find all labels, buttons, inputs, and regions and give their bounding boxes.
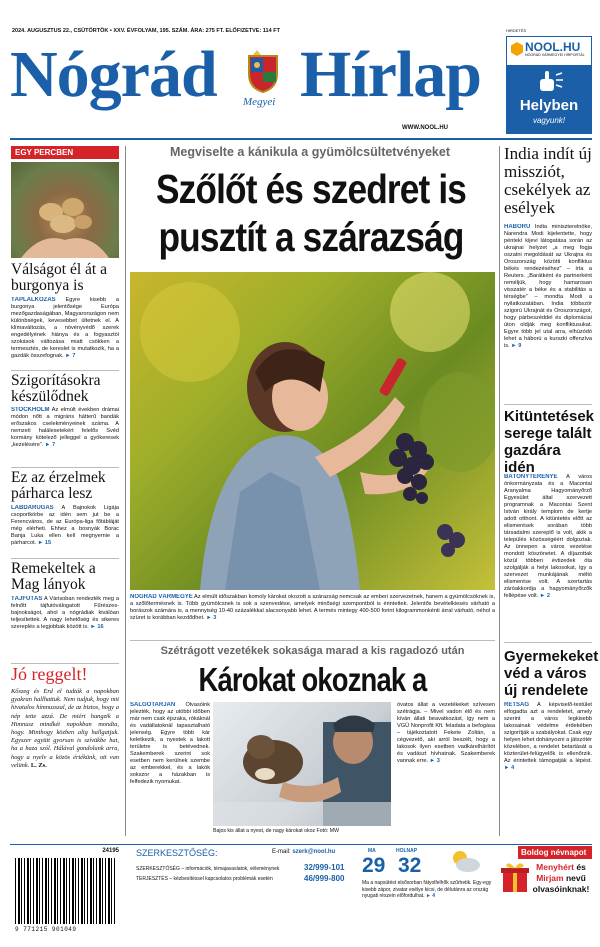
right-story-2-title[interactable]: Kitüntetések serege talált gazdára idén	[504, 408, 595, 476]
second-photo-caption: Bajos kis állat a nyest, de nagy károkat okoz Fotó: MW	[213, 828, 340, 834]
editorial-line-1: SZERKESZTŐSÉG – információk, témajavaslatok, véleménynek	[136, 866, 280, 872]
nameday-title: Boldog névnapot	[518, 846, 592, 859]
today-label: MA	[368, 848, 376, 854]
editorial-label: SZERKESZTŐSÉG:	[136, 848, 218, 858]
left-story-4-text: TÁJFUTÁS A Várisoban rendezték meg a felnőtt tájfutóválogatott Fűrészes-bajnokságot, ahol a nógrádiak kiválóan teljesítettek. A nagy lehetőség és sikeres szereplés a legjobbak között is. ► 16	[11, 596, 119, 630]
second-col-1: SALGÓTARJÁN Olvasóink jelezték, hogy az utóbbi időben már nem csak éjszaka, rókáknál és vadállatoknál tapasztalható jelenség. Egyre több kár keletkezik, a nyestek a lakott területre is betévednek. Szakemberek szerint sok esetben nem kerülnek szembe az emberekkel, és a lakók sokszor a házakban is felfedezik nyomukat.	[130, 702, 210, 785]
potato-photo	[11, 162, 119, 258]
lead-photo	[130, 272, 495, 590]
grape-harvest-illustration	[130, 272, 495, 590]
nameday-box	[500, 846, 592, 912]
nameday-names: Menyhért és Mirjam nevű olvasóinknak!	[532, 862, 590, 894]
left-story-2-title[interactable]: Szigorításokra készülődnek	[11, 372, 101, 406]
barcode	[11, 848, 121, 940]
ad-logo-icon	[511, 42, 523, 56]
right-story-3-text: RÉTSÁG A képviselő-testület elfogadta azt a rendeletet, amely szerint a város legkisebb lakosainak védelme érdekében szigorítják a szabályokat. Csak egy helyen lehet dohányozni a játszótér közelében, a rendelet betartását a közterület-felügyelők is ellenőrzik. Az érintettek támogatják a lépést. ► 4	[504, 702, 592, 771]
pointing-hand-icon	[534, 71, 564, 93]
ad-sub: NÓGRÁD VÁRMEGYEI HÍRPORTÁL	[525, 53, 585, 57]
phone-2[interactable]: 46/999-800	[304, 874, 345, 883]
phone-1[interactable]: 32/999-101	[304, 863, 345, 872]
marten-illustration	[213, 702, 391, 826]
ad-label: HIRDETÉS	[506, 28, 527, 33]
today-temp: 29	[362, 854, 386, 877]
masthead-title-right: Hírlap	[300, 38, 482, 111]
lead-headline[interactable]: Szőlőt és szedret is pusztít a szárazság	[155, 166, 467, 260]
crest-label: Megyei	[243, 96, 276, 108]
nool-ad[interactable]	[506, 36, 592, 134]
barcode-bars	[15, 858, 115, 924]
weather-text: Ma a napsütést elsősorban fátyolfelhők szűrhetik. Egy-egy kisebb zápor, zivatar esélye kicsi, de délutánra az ország nyugati részein előfordulhat. ► 4	[362, 880, 492, 899]
ad-cta: Helyben	[519, 97, 579, 114]
left-story-2-text: STOCKHOLM Az elmúlt években drámai módon nőtt a migráns hátterű bandák erőszakos cselekményeinek száma. A nemzeti halálesetekért felelős Svéd kormány kötelező jelleggel a gyökeresek „kezelésére”. ► 7	[11, 407, 119, 448]
tomorrow-temp: 32	[398, 854, 422, 877]
marten-photo	[213, 702, 391, 826]
left-story-3-title[interactable]: Ez az érzelmek párharca lesz	[11, 469, 106, 503]
right-story-2-text: BÁTONYTERENYE A város önkormányzata és a Macontai Aranyalma Hagyományőrző Egyesület által szervezett programnak a Macontai Szent István király templom de kertje adott otthont. A kitüntetés előtt az elismerések sorában több társadalmi szereplő is volt, akik a település közösségéért dolgoztak. Az ünnepen a város vezetése mondott köszönetet. A díjazottak közül többen évtizedek óta szolgálják a helyi lakosokat, így a szervezet munkájának méltó elismerése volt. A szertartás záróakkordja a hagyományőrzők fellépése volt. ► 2	[504, 474, 592, 599]
barcode-number: 24195	[102, 848, 119, 854]
second-kicker: Szétrágott vezetékek sokasága marad a kis ragadozó után	[160, 645, 465, 657]
barcode-digits: 9 771215 901049	[15, 926, 77, 933]
potato-icon	[11, 162, 119, 258]
ad-brand: NOOL.HU	[525, 40, 581, 54]
editorial-email[interactable]: E-mail: szerk@nool.hu	[272, 849, 336, 855]
web-address[interactable]: WWW.NOOL.HU	[402, 125, 448, 131]
left-story-4-title[interactable]: Remekeltek a Mag lányok	[11, 560, 96, 594]
masthead-title-left: Nógrád	[10, 38, 217, 111]
right-story-1-title[interactable]: India indít új missziót, csekélyek az esélyek	[504, 144, 592, 217]
left-story-1-title[interactable]: Válságot él át a burgonya is	[11, 261, 107, 295]
right-story-1-text: HÁBORÚ India miniszterelnöke, Narendra Modi kijelentette, hogy péntekí kijevi látogatása során az ukrajnai helyzet „a meg fogja oszatni megoldását az Ukrajna és Oroszország közötti konfliktus békés rendezéséhez” – írta a Reuters. „Barátként és partnerként reméljük, hogy hamarosan visszatér a béke és a stabilitás a térségbe” – mondta Modi a nyilatkozatában. India többször szigorú Ukrajnát és Oroszországot, hogy párbeszéddel és diplomáciai úton oldják meg konfliktusukat. Egyre több jel utal arra, elhúzódó lehet a háború a kurszki offenzíva is. ► 9	[504, 224, 592, 349]
dateline: 2024. AUGUSZTUS 22., CSÜTÖRTÖK • XXV. ÉVFOLYAM, 195. SZÁM. ÁRA: 275 FT. ELŐFIZETVE: 114 FT	[12, 28, 280, 34]
good-morning-title: Jó reggelt!	[11, 664, 88, 684]
second-headline[interactable]: Károkat okoznak a	[198, 661, 427, 698]
left-story-1-text: TÁPLÁLKOZÁS Egyre kisebb a burgonya jelentősége Európa mezőgazdaságában, Magyarországon nem különbségek, kevesebbet ültetnek el. A klímaváltozás, a növényvédő szerek engedélyének hiánya és a fogyasztói szokások változása miatt csökken a termesztés, de kereslet is mutatkozik, ha a gazdák összefognak. ► 7	[11, 297, 119, 359]
lead-kicker: Megviselte a kánikula a gyümölcsültetvényeket	[170, 145, 450, 159]
ad-cta-sub: vagyunk!	[532, 116, 566, 125]
editorial-line-2: TERJESZTÉS – kézbesítéssel kapcsolatos problémák esetén	[136, 876, 273, 882]
left-story-3-text: LABDARÚGÁS A Bajnokok Ligája csoportkörbe az idén sem jut be a Ferencváros, de az Európa-liga főtábláját még elérheti. Ehhez a bosnyák Borac Banja Luka ellen kell megnyernie a párharcot. ► 15	[11, 505, 119, 546]
weather-cloud-icon	[448, 848, 482, 874]
lead-caption: NÓGRÁD VÁRMEGYE Az elmúlt időszakban komoly károkat okozott a szárazság nemcsak az emberi szervezetnek, hanem a gyümölcsöknek is, a szőlőtermésnek is. Több gyümölcsnek is sok a szenvedése, amelyek minőségi szempontból is érintettek. Jelentős bevételkiesés várható a borászok számára is, a mennyiség 10-40 százalékkal alacsonyabb lehet. A termés mintegy 400-500 forint kilogrammonkénti árral várható, néhol a szüret is korábban kezdődhet. ► 3	[130, 594, 495, 621]
right-story-3-title[interactable]: Gyermekeket véd a város új rendelete	[504, 648, 599, 699]
second-col-3: óvatos állat a vezetékeket szívesen szétrágja. – Mivel vadon élő és nem kíván állati beavatkozást, így nem a VGÜ Nonprofit Kft. feladata a befogása – tájékoztatott Fekete Zoltán, a cégvezető, aki arról beszélt, hogy a lakosok ilyen esetben vadkárelhárítót és vadászt hívhatnak. Szakemberek vannak erre. ► 3	[397, 702, 495, 764]
county-crest	[245, 50, 281, 94]
tomorrow-label: HOLNAP	[396, 848, 418, 854]
good-morning-text: Kőszeg és Érd el tudták a napokban gyakran hallhattuk. Nem tudjuk, hogy mit hivatalos hímnusszal, de az biztos, hogy a nép tette azzá. De miért hangzik a Himnusz mindkét napokban mondta, hogy. Minthogy közben alig hallgatjuk. Egyszer együtt gyorsan is szívükbe hat, ha a haza szól. Hálával gondolunk arra, hogy a nyelv a közös értékünk, ott van velünk. L. Zs.	[11, 688, 119, 769]
section-tag: EGY PERCBEN	[11, 146, 119, 159]
gift-icon	[500, 860, 530, 894]
crest-icon	[245, 50, 281, 94]
